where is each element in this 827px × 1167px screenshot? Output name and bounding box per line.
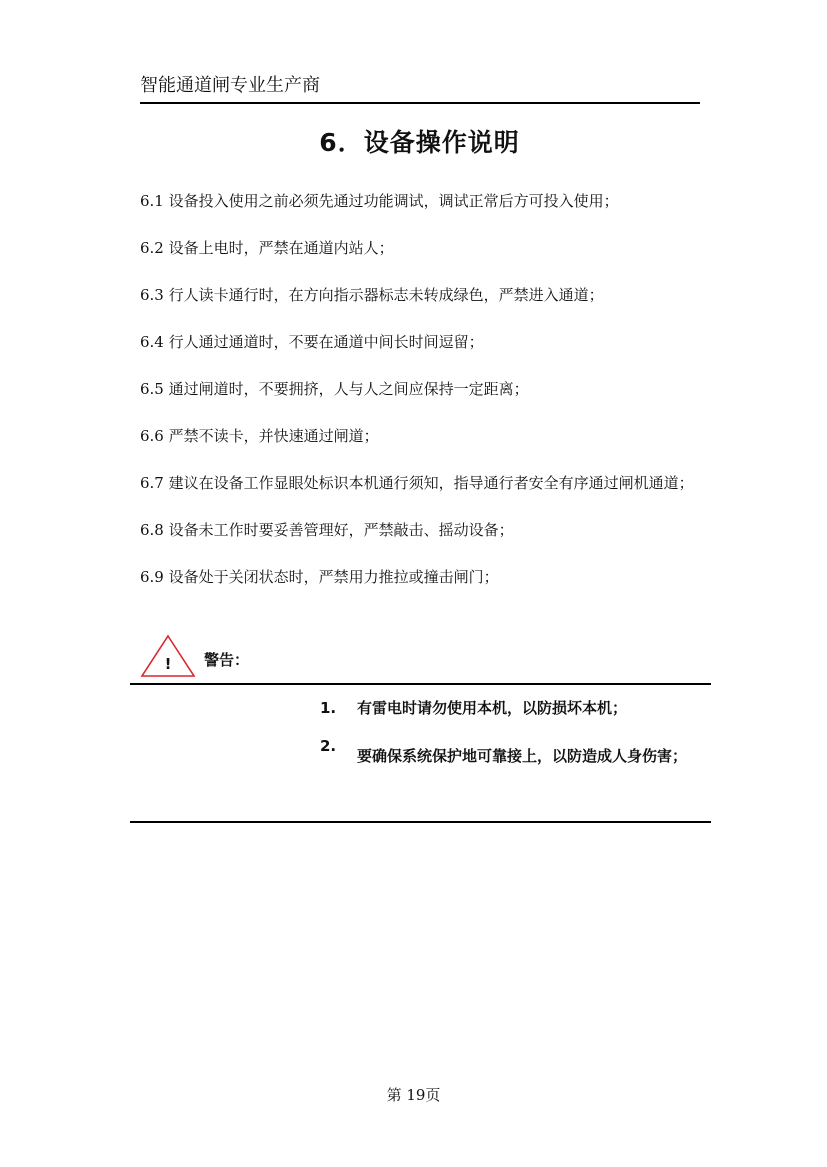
warning-icon-symbol: ! (164, 655, 172, 673)
page-number: 第 19页 (386, 1086, 441, 1104)
instruction-item: 6.3 行人读卡通行时，在方向指示器标志未转成绿色，严禁进入通道； (140, 286, 604, 304)
instruction-item: 6.9 设备处于关闭状态时，严禁用力推拉或撞击闸门； (140, 568, 499, 586)
warning-bottom-divider (130, 821, 711, 823)
section-title: 6．设备操作说明 (319, 128, 520, 157)
instruction-item: 6.4 行人通过通道时，不要在通道中间长时间逗留； (140, 333, 484, 351)
instruction-item: 6.2 设备上电时，严禁在通道内站人； (140, 239, 394, 257)
warning-heading (140, 634, 440, 678)
warning-list (320, 694, 710, 800)
warning-item-number: 2. (320, 737, 337, 755)
instruction-item: 6.7 建议在设备工作显眼处标识本机通行须知，指导通行者安全有序通过闸机通道； (140, 474, 694, 492)
warning-item (320, 694, 710, 722)
warning-item-number: 1. (320, 699, 337, 717)
warning-label: 警告： (204, 651, 250, 669)
warning-top-divider (130, 683, 711, 685)
instruction-list (140, 190, 710, 613)
instruction-item: 6.5 通过闸道时，不要拥挤，人与人之间应保持一定距离； (140, 380, 529, 398)
page-header (140, 74, 700, 104)
instruction-item: 6.8 设备未工作时要妥善管理好，严禁敲击、摇动设备； (140, 521, 514, 539)
warning-item-text: 有雷电时请勿使用本机，以防损坏本机； (357, 699, 628, 717)
instruction-item: 6.6 严禁不读卡，并快速通过闸道； (140, 427, 379, 445)
warning-triangle-icon (140, 634, 196, 678)
instruction-item: 6.1 设备投入使用之前必须先通过功能调试，调试正常后方可投入使用； (140, 192, 619, 210)
company-name: 智能通道闸专业生产商 (140, 75, 320, 96)
warning-item-text: 要确保系统保护地可靠接上，以防造成人身伤害； (357, 747, 688, 765)
warning-item (320, 732, 710, 780)
